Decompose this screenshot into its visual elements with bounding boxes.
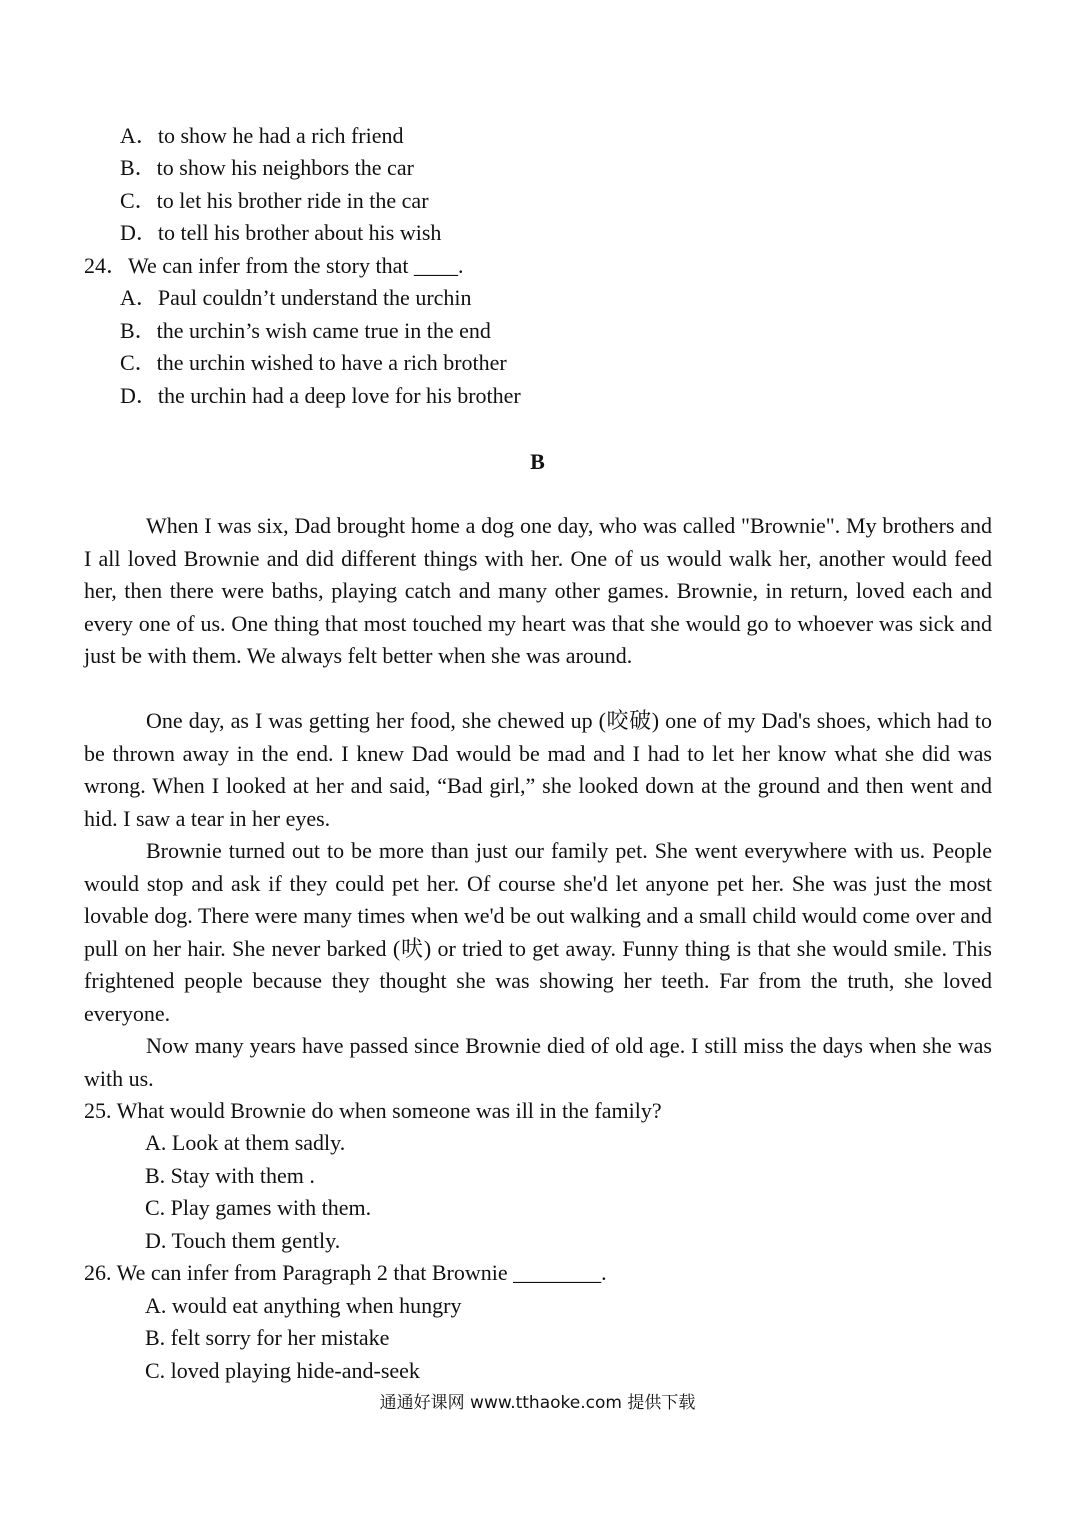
passage-paragraph-2: One day, as I was getting her food, she chewed up (咬破) one of my Dad's shoes, which had to be thrown away in the end. I knew Dad would be mad and I had to let her know what she did was wrong. When I looked at her and said, “Bad girl,” she looked down at the ground and then went and hid. I saw a tear in her eyes. [84, 708, 992, 831]
q24-option-b: B．the urchin’s wish came true in the end [120, 318, 491, 343]
q23-option-c: C．to let his brother ride in the car [120, 188, 429, 213]
q23-option-b: B．to show his neighbors the car [120, 155, 414, 180]
section-heading: B [530, 449, 545, 474]
q25-option-c: C. Play games with them. [145, 1195, 372, 1220]
q26-stem: 26. We can infer from Paragraph 2 that Brownie ________. [84, 1260, 607, 1285]
q26-option-a: A. would eat anything when hungry [145, 1293, 462, 1318]
passage-paragraph-1: When I was six, Dad brought home a dog one day, who was called "Brownie". My brothers and I all loved Brownie and did different things with her. One of us would walk her, another would feed her, then there were baths, playing catch and many other games. Brownie, in return, loved each and every one of us. One thing that most touched my heart was that she would go to whoever was sick and just be with them. We always felt better when she was around. [84, 513, 992, 668]
q23-option-a: A．to show he had a rich friend [120, 123, 404, 148]
q24-option-d: D．the urchin had a deep love for his brother [120, 383, 521, 408]
q26-option-c: C. loved playing hide-and-seek [145, 1358, 420, 1383]
q26-option-b: B. felt sorry for her mistake [145, 1325, 390, 1350]
q25-option-b: B. Stay with them . [145, 1163, 315, 1188]
q24-stem: 24．We can infer from the story that ____. [84, 253, 464, 278]
q24-option-a: A．Paul couldn’t understand the urchin [120, 285, 472, 310]
q24-option-c: C．the urchin wished to have a rich brother [120, 350, 507, 375]
q25-option-d: D. Touch them gently. [145, 1228, 341, 1253]
passage-paragraph-4: Now many years have passed since Brownie died of old age. I still miss the days when she was with us. [84, 1033, 992, 1091]
q23-option-d: D．to tell his brother about his wish [120, 220, 442, 245]
passage-paragraph-3: Brownie turned out to be more than just our family pet. She went everywhere with us. People would stop and ask if they could pet her. Of course she'd let anyone pet her. She was just the most lovable dog. There were many times when we'd be out walking and a small child would come over and pull on her hair. She never barked (吠) or tried to get away. Funny thing is that she would smile. This frightened people because they thought she was showing her teeth. Far from the truth, she loved everyone. [84, 838, 992, 1026]
q25-stem: 25. What would Brownie do when someone was ill in the family? [84, 1098, 662, 1123]
page-footer: 通通好课网 www.tthaoke.com 提供下载 [379, 1393, 696, 1413]
q25-option-a: A. Look at them sadly. [145, 1130, 346, 1155]
